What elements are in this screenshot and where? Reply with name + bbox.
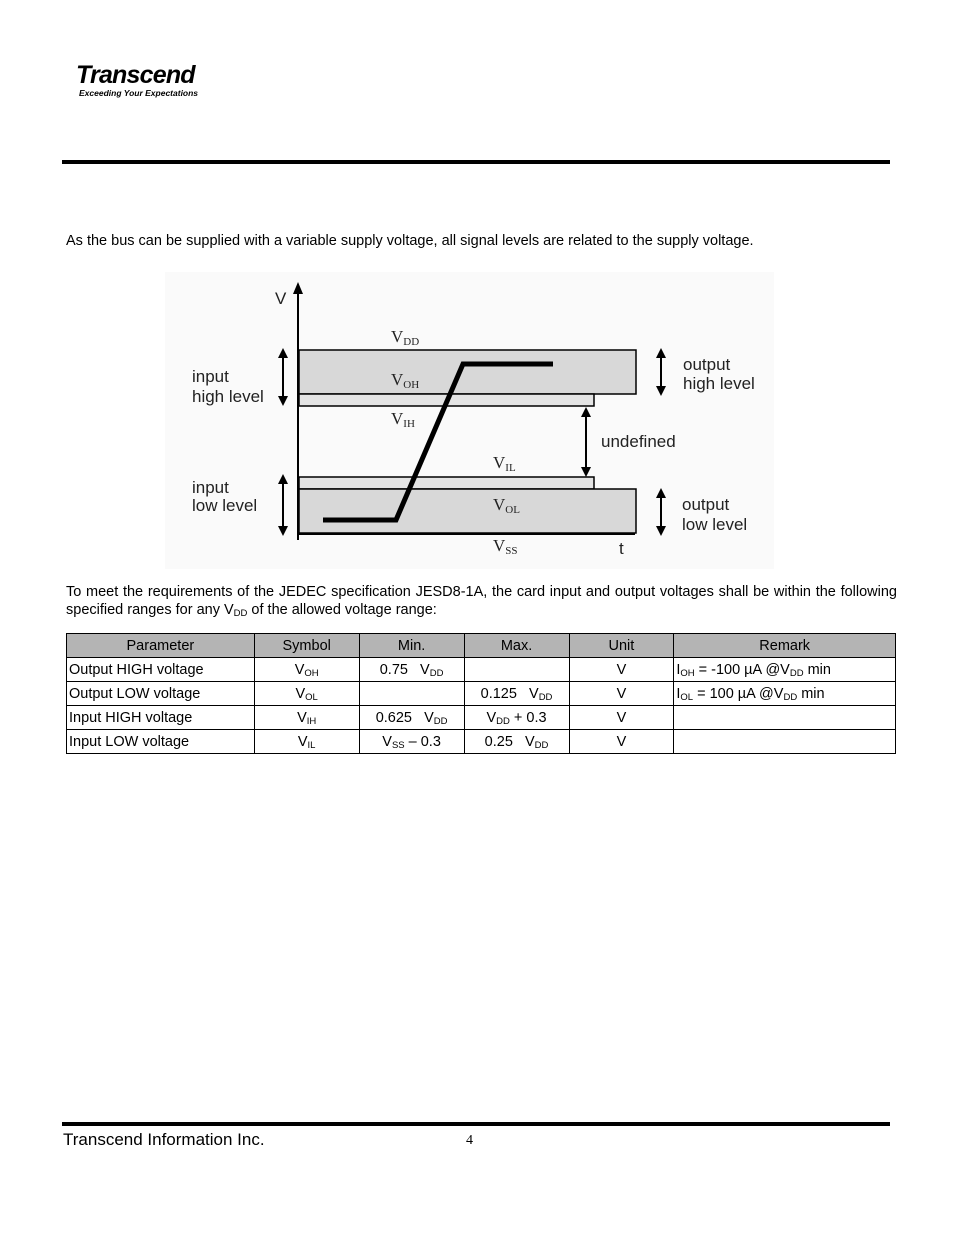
page-number: 4 — [466, 1133, 473, 1148]
footer-company: Transcend Information Inc. — [63, 1130, 265, 1149]
signal-levels-figure — [165, 272, 774, 569]
vol-label: VOL — [493, 495, 520, 516]
cell-symbol: $V_{IL}$ — [254, 730, 359, 754]
transcend-logo — [76, 62, 198, 98]
cell-remark: $I_{OH} = -100$ µA $@V_{DD}$ min — [674, 658, 896, 682]
header-symbol: Symbol — [254, 634, 359, 658]
output-high-label-2: high level — [683, 374, 755, 393]
cell-min: 0.625 $V_{DD}$ — [359, 706, 464, 730]
cell-parameter: Output HIGH voltage — [67, 658, 255, 682]
cell-min — [359, 682, 464, 706]
header-remark: Remark — [674, 634, 896, 658]
logo-tagline: Exceeding Your Expectations — [79, 88, 199, 98]
cell-max: $V_{DD} + 0.3$ — [464, 706, 569, 730]
vil-label: VIL — [493, 453, 516, 474]
axis-t-label: t — [619, 539, 624, 558]
table-row — [67, 730, 896, 754]
output-low-band — [299, 489, 636, 533]
cell-symbol: $V_{OL}$ — [254, 682, 359, 706]
cell-remark — [674, 706, 896, 730]
cell-parameter: Output LOW voltage — [67, 682, 255, 706]
header-max: Max. — [464, 634, 569, 658]
header-rule — [62, 160, 890, 164]
cell-max — [464, 658, 569, 682]
cell-unit: V — [569, 730, 674, 754]
output-low-label-1: output — [682, 495, 730, 514]
cell-remark: $I_{OL} = 100$ µA $@V_{DD}$ min — [674, 682, 896, 706]
cell-symbol: $V_{OH}$ — [254, 658, 359, 682]
voltage-spec-table — [66, 633, 896, 754]
intro-paragraph: As the bus can be supplied with a variable supply voltage, all signal levels are related to the supply voltage. — [66, 233, 754, 249]
table-row — [67, 682, 896, 706]
cell-unit: V — [569, 682, 674, 706]
input-low-label-1: input — [192, 478, 229, 497]
header-min: Min. — [359, 634, 464, 658]
output-low-label-2: low level — [682, 515, 748, 534]
cell-min: 0.75 $V_{DD}$ — [359, 658, 464, 682]
cell-max: 0.125 $V_{DD}$ — [464, 682, 569, 706]
input-high-label-1: input — [192, 367, 229, 386]
signal-levels-diagram — [165, 272, 774, 569]
cell-max: 0.25 $V_{DD}$ — [464, 730, 569, 754]
cell-unit: V — [569, 706, 674, 730]
input-low-label-2: low level — [192, 496, 258, 515]
output-high-label-1: output — [683, 355, 731, 374]
cell-min: $V_{SS} - 0.3$ — [359, 730, 464, 754]
cell-parameter: Input LOW voltage — [67, 730, 255, 754]
axis-v-label: V — [275, 289, 287, 308]
vih-label: VIH — [391, 409, 415, 430]
footer-rule — [62, 1122, 890, 1126]
table-row — [67, 658, 896, 682]
logo-wordmark: Transcend — [76, 61, 195, 89]
table-row — [67, 706, 896, 730]
vss-label: VSS — [493, 536, 518, 557]
header-parameter: Parameter — [67, 634, 255, 658]
cell-symbol: $V_{IH}$ — [254, 706, 359, 730]
cell-unit: V — [569, 658, 674, 682]
voh-label: VOH — [391, 370, 420, 391]
cell-parameter: Input HIGH voltage — [67, 706, 255, 730]
table-header-row — [67, 634, 896, 658]
cell-remark — [674, 730, 896, 754]
input-low-band — [299, 477, 594, 489]
undefined-label: undefined — [601, 432, 676, 451]
requirements-paragraph: To meet the requirements of the JEDEC specification JESD8-1A, the card input and output voltages shall be within the following specified ranges for any $V_{DD}$ of the allowed voltage range: — [66, 584, 897, 619]
output-high-band — [299, 350, 636, 394]
input-high-label-2: high level — [192, 387, 264, 406]
vdd-label: VDD — [391, 327, 420, 348]
header-unit: Unit — [569, 634, 674, 658]
